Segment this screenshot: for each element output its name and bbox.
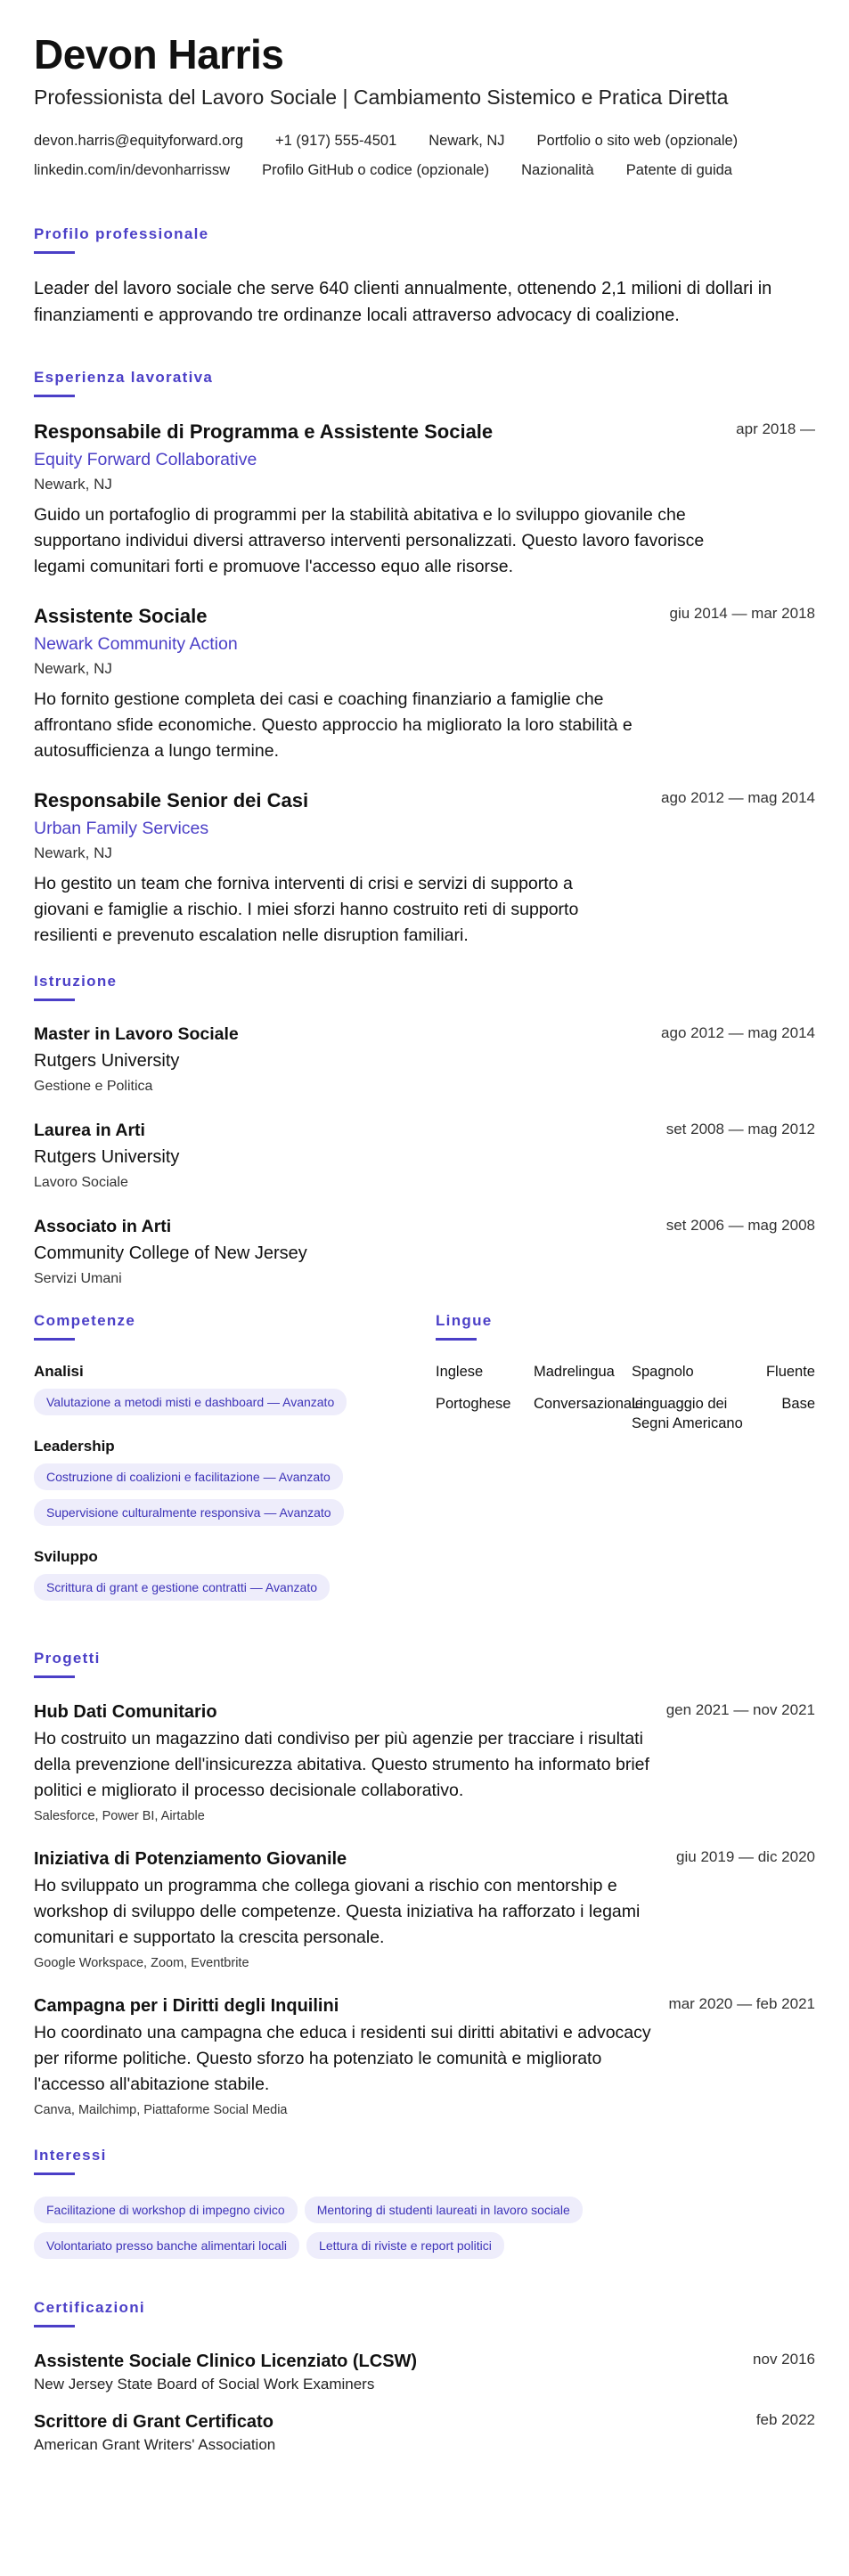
section-divider: [34, 2325, 75, 2327]
project-entry: [34, 1700, 815, 1825]
degree-title: Master in Lavoro Sociale: [34, 1024, 239, 1044]
contact-github[interactable]: Profilo GitHub o codice (opzionale): [262, 162, 490, 178]
language-name: Linguaggio dei Segni Americano: [632, 1396, 743, 1431]
skill-chip: Valutazione a metodi misti e dashboard — Avanzato: [34, 1389, 347, 1415]
education-section: [34, 972, 815, 1290]
certification-entry: [34, 2409, 815, 2456]
section-title: Istruzione: [34, 973, 118, 990]
experience-section: [34, 368, 815, 949]
certification-title: Scrittore di Grant Certificato: [34, 2412, 273, 2432]
job-location: Newark, NJ: [34, 476, 112, 493]
project-dates: mar 2020 — feb 2021: [668, 1995, 815, 2012]
contact-email[interactable]: devon.harris@equityforward.org: [34, 133, 244, 149]
job-title: Responsabile Senior dei Casi: [34, 789, 309, 811]
candidate-name: Devon Harris: [34, 31, 284, 77]
language-list: [436, 1362, 815, 1433]
certification-date: feb 2022: [755, 2411, 815, 2428]
interest-chip: Facilitazione di workshop di impegno civico: [34, 2197, 298, 2223]
contact-location: Newark, NJ: [429, 133, 505, 149]
language-level: Madrelingua: [534, 1364, 615, 1380]
contact-portfolio[interactable]: Portfolio o sito web (opzionale): [536, 133, 739, 149]
section-divider: [436, 1338, 477, 1341]
skill-category: Leadership: [34, 1438, 115, 1455]
section-divider: [34, 395, 75, 397]
language-name: Spagnolo: [632, 1364, 694, 1380]
section-title: Certificazioni: [34, 2299, 145, 2316]
section-title: Profilo professionale: [34, 225, 209, 242]
projects-section: [34, 1649, 815, 2119]
section-divider: [34, 2172, 75, 2175]
contact-phone[interactable]: +1 (917) 555-4501: [275, 133, 397, 149]
project-entry: [34, 1846, 815, 1972]
experience-dates: ago 2012 — mag 2014: [661, 789, 815, 806]
field-of-study: Lavoro Sociale: [34, 1175, 128, 1190]
profile-summary: Leader del lavoro sociale che serve 640 clienti annualmente, ottenendo 2,1 milioni di dollari in finanziamenti e approvando tre ordinanze locali attraverso advocacy di coalizione.: [34, 279, 772, 325]
skills-languages-row: [34, 1311, 815, 1622]
interest-chip: Mentoring di studenti laureati in lavoro sociale: [305, 2197, 583, 2223]
project-tech: Canva, Mailchimp, Piattaforme Social Media: [34, 2103, 288, 2117]
contact-nationality: Nazionalità: [521, 162, 594, 178]
project-title: Iniziativa di Potenziamento Giovanile: [34, 1849, 347, 1869]
job-description: Ho gestito un team che forniva interventi di crisi e servizi di supporto a giovani e famiglie a rischio. I miei sforzi hanno costruito reti di supporto resilienti e prevenuto escalation nelle disruption familiari.: [34, 874, 579, 945]
project-dates: giu 2019 — dic 2020: [676, 1848, 815, 1865]
interest-chip: Lettura di riviste e report politici: [306, 2232, 504, 2259]
project-entry: [34, 1993, 815, 2119]
project-dates: gen 2021 — nov 2021: [665, 1701, 815, 1718]
certification-title: Assistente Sociale Clinico Licenziato (LCSW): [34, 2352, 418, 2371]
skill-group: [34, 1547, 436, 1610]
experience-entry: [34, 787, 815, 949]
project-description: Ho sviluppato un programma che collega giovani a rischio con mentorship e workshop di sviluppo delle competenze. Questa iniziativa ha rafforzato i legami comunitari e supportato la crescita personale.: [34, 1876, 641, 1947]
skill-category: Sviluppo: [34, 1548, 98, 1565]
education-dates: set 2006 — mag 2008: [665, 1217, 815, 1234]
language-level: Base: [781, 1396, 815, 1412]
language-level: Conversazionale: [534, 1396, 643, 1412]
interest-chip: Volontariato presso banche alimentari locali: [34, 2232, 299, 2259]
job-title: Assistente Sociale: [34, 605, 208, 627]
experience-dates: giu 2014 — mar 2018: [669, 605, 815, 622]
education-entry: [34, 1023, 815, 1097]
field-of-study: Gestione e Politica: [34, 1079, 153, 1094]
experience-entry: [34, 603, 815, 764]
language-name: Inglese: [436, 1364, 484, 1380]
job-description: Guido un portafoglio di programmi per la stabilità abitativa e lo sviluppo giovanile che supportano individui diversi attraverso interventi personalizzati. Questo lavoro favorisce legami comunitari forti e promuove l'accesso equo alle risorse.: [34, 505, 705, 576]
language-name: Portoghese: [436, 1396, 511, 1412]
experience-dates: apr 2018 —: [736, 420, 815, 437]
project-description: Ho costruito un magazzino dati condiviso per più agenzie per tracciare i risultati della prevenzione dell'insicurezza abitativa. Questo strumento ha informato brief politici e migliorato il processo decisionale collaborativo.: [34, 1729, 649, 1800]
section-divider: [34, 1675, 75, 1678]
certification-issuer: New Jersey State Board of Social Work Examiners: [34, 2376, 375, 2393]
education-dates: ago 2012 — mag 2014: [661, 1024, 815, 1041]
project-title: Campagna per i Diritti degli Inquilini: [34, 1996, 339, 2016]
certification-entry: [34, 2349, 815, 2395]
contact-driving-license: Patente di guida: [625, 162, 732, 178]
section-title: Progetti: [34, 1650, 101, 1667]
project-description: Ho coordinato una campagna che educa i residenti sui diritti abitativi e advocacy per riforme politiche. Questo sforzo ha potenziato le comunità e migliorato l'accesso all'abitazione stabile.: [34, 2023, 651, 2094]
section-title: Esperienza lavorativa: [34, 369, 214, 386]
contact-linkedin[interactable]: linkedin.com/in/devonharrissw: [34, 162, 231, 178]
degree-title: Associato in Arti: [34, 1217, 172, 1236]
company-name: Urban Family Services: [34, 819, 209, 838]
certifications-section: [34, 2298, 815, 2456]
job-location: Newark, NJ: [34, 660, 112, 677]
language-level: Fluente: [765, 1364, 815, 1380]
education-dates: set 2008 — mag 2012: [665, 1121, 815, 1137]
resume-header: [34, 30, 815, 185]
school-name: Rutgers University: [34, 1147, 180, 1167]
profile-section: [34, 224, 815, 329]
section-title: Interessi: [34, 2147, 107, 2164]
school-name: Community College of New Jersey: [34, 1243, 307, 1263]
skill-group: [34, 1437, 436, 1535]
degree-title: Laurea in Arti: [34, 1121, 145, 1140]
job-location: Newark, NJ: [34, 844, 112, 861]
skill-chip: Supervisione culturalmente responsiva — Avanzato: [34, 1499, 344, 1526]
education-entry: [34, 1119, 815, 1194]
project-title: Hub Dati Comunitario: [34, 1702, 217, 1722]
section-divider: [34, 999, 75, 1001]
interests-section: [34, 2146, 815, 2268]
section-divider: [34, 1338, 75, 1341]
section-divider: [34, 251, 75, 254]
skill-chip: Costruzione di coalizioni e facilitazione — Avanzato: [34, 1463, 343, 1490]
job-description: Ho fornito gestione completa dei casi e coaching finanziario a famiglie che affrontano sfide economiche. Questo approccio ha migliorato la loro stabilità e autosufficienza a lungo termine.: [34, 689, 633, 761]
certification-date: nov 2016: [753, 2351, 815, 2368]
interest-list: [34, 2197, 711, 2268]
skill-chip: Scrittura di grant e gestione contratti — Avanzato: [34, 1574, 330, 1601]
project-tech: Google Workspace, Zoom, Eventbrite: [34, 1956, 249, 1970]
school-name: Rutgers University: [34, 1051, 180, 1071]
skills-section: [34, 1311, 436, 1622]
field-of-study: Servizi Umani: [34, 1271, 122, 1286]
experience-entry: [34, 419, 815, 580]
skill-category: Analisi: [34, 1363, 84, 1380]
section-title: Competenze: [34, 1312, 136, 1329]
skill-group: [34, 1362, 436, 1424]
certification-issuer: American Grant Writers' Association: [34, 2436, 276, 2453]
education-entry: [34, 1215, 815, 1290]
company-name: Equity Forward Collaborative: [34, 450, 257, 469]
contact-list: [34, 126, 815, 185]
company-name: Newark Community Action: [34, 634, 238, 654]
project-tech: Salesforce, Power BI, Airtable: [34, 1809, 205, 1823]
section-title: Lingue: [436, 1312, 493, 1329]
languages-section: [436, 1311, 815, 1622]
job-title: Responsabile di Programma e Assistente Sociale: [34, 420, 494, 443]
headline: Professionista del Lavoro Sociale | Cambiamento Sistemico e Pratica Diretta: [34, 86, 729, 109]
